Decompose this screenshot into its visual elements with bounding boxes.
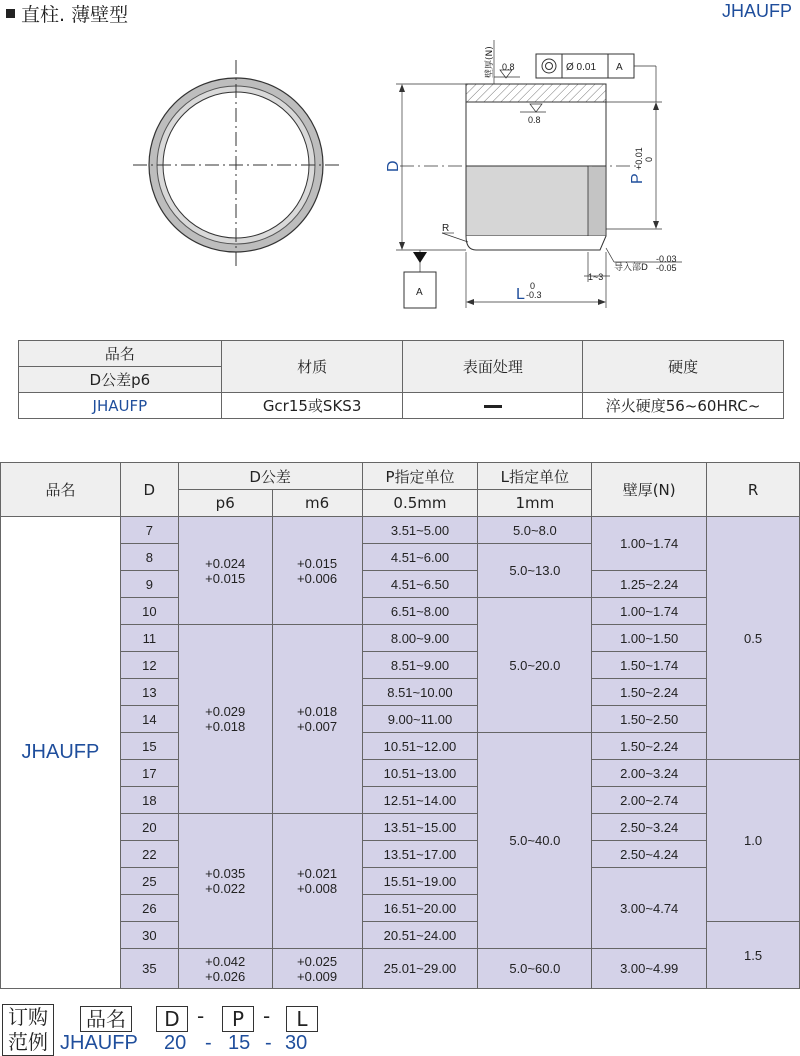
n-cell: 1.50~1.74 — [592, 652, 707, 679]
l-cell: 5.0~40.0 — [478, 733, 592, 949]
p-cell: 15.51~19.00 — [362, 868, 478, 895]
p-cell: 13.51~15.00 — [362, 814, 478, 841]
order-p-box: P — [222, 1006, 254, 1032]
d-cell: 13 — [120, 679, 178, 706]
m6-cell — [272, 517, 362, 625]
spec-header-hardness: 硬度 — [583, 341, 784, 393]
m6-upper: +0.018 — [297, 704, 338, 719]
n-cell: 3.00~4.74 — [592, 868, 707, 949]
p6-upper: +0.042 — [205, 953, 246, 969]
wall-thickness-label: 壁厚(N) — [485, 46, 495, 78]
example-d: 20 — [164, 1032, 187, 1054]
d-cell: 20 — [120, 814, 178, 841]
m6-lower: +0.006 — [297, 570, 338, 586]
d-cell: 10 — [120, 598, 178, 625]
header-Dtol: D公差 — [178, 463, 362, 490]
d-cell: 25 — [120, 868, 178, 895]
p-cell: 6.51~8.00 — [362, 598, 478, 625]
guide-tolerance-upper: -0.03 — [656, 254, 677, 264]
example-dash: - — [205, 1032, 212, 1054]
n-cell: 2.00~2.74 — [592, 787, 707, 814]
product-name-cell: JHAUFP — [1, 517, 121, 989]
order-label-line2: 范例 — [8, 1030, 48, 1054]
r-cell: 1.5 — [707, 922, 800, 989]
header-P: P指定单位 — [362, 463, 478, 490]
L-tolerance-lower: -0.3 — [526, 290, 542, 300]
p-cell: 8.51~9.00 — [362, 652, 478, 679]
p-cell: 16.51~20.00 — [362, 895, 478, 922]
r-cell: 1.0 — [707, 760, 800, 922]
header-N: 壁厚(N) — [592, 463, 707, 517]
order-label-line1: 订购 — [8, 1005, 48, 1029]
header-name: 品名 — [1, 463, 121, 517]
example-name: JHAUFP — [60, 1032, 138, 1054]
roughness-top: 0.8 — [502, 62, 515, 72]
n-cell: 2.50~3.24 — [592, 814, 707, 841]
n-cell: 2.50~4.24 — [592, 841, 707, 868]
dimension-table — [0, 462, 800, 989]
d-cell: 9 — [120, 571, 178, 598]
datum-A-label: A — [416, 287, 423, 298]
d-cell: 12 — [120, 652, 178, 679]
header-R: R — [707, 463, 800, 517]
p-cell: 13.51~17.00 — [362, 841, 478, 868]
p6-lower: +0.022 — [205, 881, 246, 896]
p6-cell — [178, 949, 272, 989]
n-cell: 3.00~4.99 — [592, 949, 707, 989]
title-text: 直柱. 薄壁型 — [21, 4, 129, 26]
spec-hardness: 淬火硬度56~60HRC~ — [583, 393, 784, 419]
d-cell: 22 — [120, 841, 178, 868]
p-cell: 4.51~6.50 — [362, 571, 478, 598]
n-cell: 1.00~1.74 — [592, 598, 707, 625]
header-m6: m6 — [272, 490, 362, 517]
d-cell: 8 — [120, 544, 178, 571]
d-cell: 26 — [120, 895, 178, 922]
example-p: 15 — [228, 1032, 251, 1054]
n-cell: 1.50~2.50 — [592, 706, 707, 733]
l-cell: 5.0~20.0 — [478, 598, 592, 733]
header-L: L指定单位 — [478, 463, 592, 490]
p-cell: 9.00~11.00 — [362, 706, 478, 733]
header-L-unit: 1mm — [478, 490, 592, 517]
order-label-box — [2, 1004, 54, 1056]
d-cell: 11 — [120, 625, 178, 652]
P-tolerance-upper: +0.01 — [634, 147, 644, 170]
d-cell: 35 — [120, 949, 178, 989]
roughness-mid: 0.8 — [528, 115, 541, 125]
l-cell: 5.0~8.0 — [478, 517, 592, 544]
l-cell: 5.0~60.0 — [478, 949, 592, 989]
p-cell: 10.51~12.00 — [362, 733, 478, 760]
m6-cell — [272, 625, 362, 814]
n-cell: 1.00~1.50 — [592, 625, 707, 652]
d-cell: 30 — [120, 922, 178, 949]
tolerance-datum: A — [616, 62, 623, 73]
p-cell: 4.51~6.00 — [362, 544, 478, 571]
product-code: JHAUFP — [721, 1, 792, 21]
radius-label: R — [442, 223, 450, 234]
p-cell: 25.01~29.00 — [362, 949, 478, 989]
order-dash: - — [263, 1004, 271, 1028]
p-cell: 12.51~14.00 — [362, 787, 478, 814]
m6-upper: +0.021 — [297, 866, 338, 881]
m6-lower: +0.009 — [297, 968, 338, 984]
guide-label: 导入部D — [614, 263, 648, 273]
dimension-D: D — [385, 160, 402, 172]
spec-surface — [403, 393, 583, 419]
p6-upper: +0.035 — [205, 866, 246, 881]
spec-header-surface: 表面处理 — [403, 341, 583, 393]
dimension-P: P — [629, 173, 646, 184]
p6-upper: +0.029 — [205, 704, 246, 719]
tolerance-value: Ø 0.01 — [566, 62, 597, 73]
r-cell: 0.5 — [707, 517, 800, 760]
n-cell: 1.50~2.24 — [592, 733, 707, 760]
d-cell: 14 — [120, 706, 178, 733]
p-cell: 3.51~5.00 — [362, 517, 478, 544]
p6-cell — [178, 814, 272, 949]
spec-name: JHAUFP — [19, 393, 222, 419]
order-l-box: L — [286, 1006, 318, 1032]
order-example — [0, 1002, 800, 1056]
chamfer-length: 1~3 — [588, 272, 604, 282]
spec-table — [18, 340, 784, 419]
p6-lower: +0.015 — [205, 570, 246, 586]
m6-lower: +0.008 — [297, 881, 338, 896]
p6-lower: +0.026 — [205, 968, 246, 984]
P-tolerance-lower: 0 — [644, 156, 654, 162]
order-dash: - — [197, 1004, 205, 1028]
m6-upper: +0.015 — [297, 555, 338, 571]
p-cell: 8.51~10.00 — [362, 679, 478, 706]
p-cell: 20.51~24.00 — [362, 922, 478, 949]
header-P-unit: 0.5mm — [362, 490, 478, 517]
n-cell: 1.25~2.24 — [592, 571, 707, 598]
l-cell: 5.0~13.0 — [478, 544, 592, 598]
m6-cell — [272, 949, 362, 989]
order-name-box: 品名 — [80, 1006, 132, 1032]
dash-icon — [484, 405, 502, 408]
technical-drawing — [0, 0, 800, 330]
order-d-box: D — [156, 1006, 188, 1032]
d-cell: 17 — [120, 760, 178, 787]
L-tolerance-upper: 0 — [530, 281, 536, 291]
p6-cell — [178, 625, 272, 814]
m6-upper: +0.025 — [297, 953, 338, 969]
p-cell: 8.00~9.00 — [362, 625, 478, 652]
dimension-L: L — [516, 286, 525, 303]
m6-cell — [272, 814, 362, 949]
d-cell: 15 — [120, 733, 178, 760]
header-p6: p6 — [178, 490, 272, 517]
p-cell: 10.51~13.00 — [362, 760, 478, 787]
guide-tolerance-lower: -0.05 — [656, 263, 677, 273]
example-dash: - — [265, 1032, 272, 1054]
d-cell: 18 — [120, 787, 178, 814]
n-cell: 2.00~3.24 — [592, 760, 707, 787]
ring-front-view — [133, 60, 340, 270]
n-cell: 1.50~2.24 — [592, 679, 707, 706]
p6-lower: +0.018 — [205, 719, 246, 734]
spec-header-material: 材质 — [221, 341, 403, 393]
p6-upper: +0.024 — [205, 555, 246, 571]
example-l: 30 — [285, 1032, 308, 1054]
n-cell: 1.00~1.74 — [592, 517, 707, 571]
m6-lower: +0.007 — [297, 719, 338, 734]
spec-header-dtol: D公差p6 — [19, 367, 222, 393]
p6-cell — [178, 517, 272, 625]
spec-material: Gcr15或SKS3 — [221, 393, 403, 419]
header-D: D — [120, 463, 178, 517]
d-cell: 7 — [120, 517, 178, 544]
spec-header-name: 品名 — [19, 341, 222, 367]
